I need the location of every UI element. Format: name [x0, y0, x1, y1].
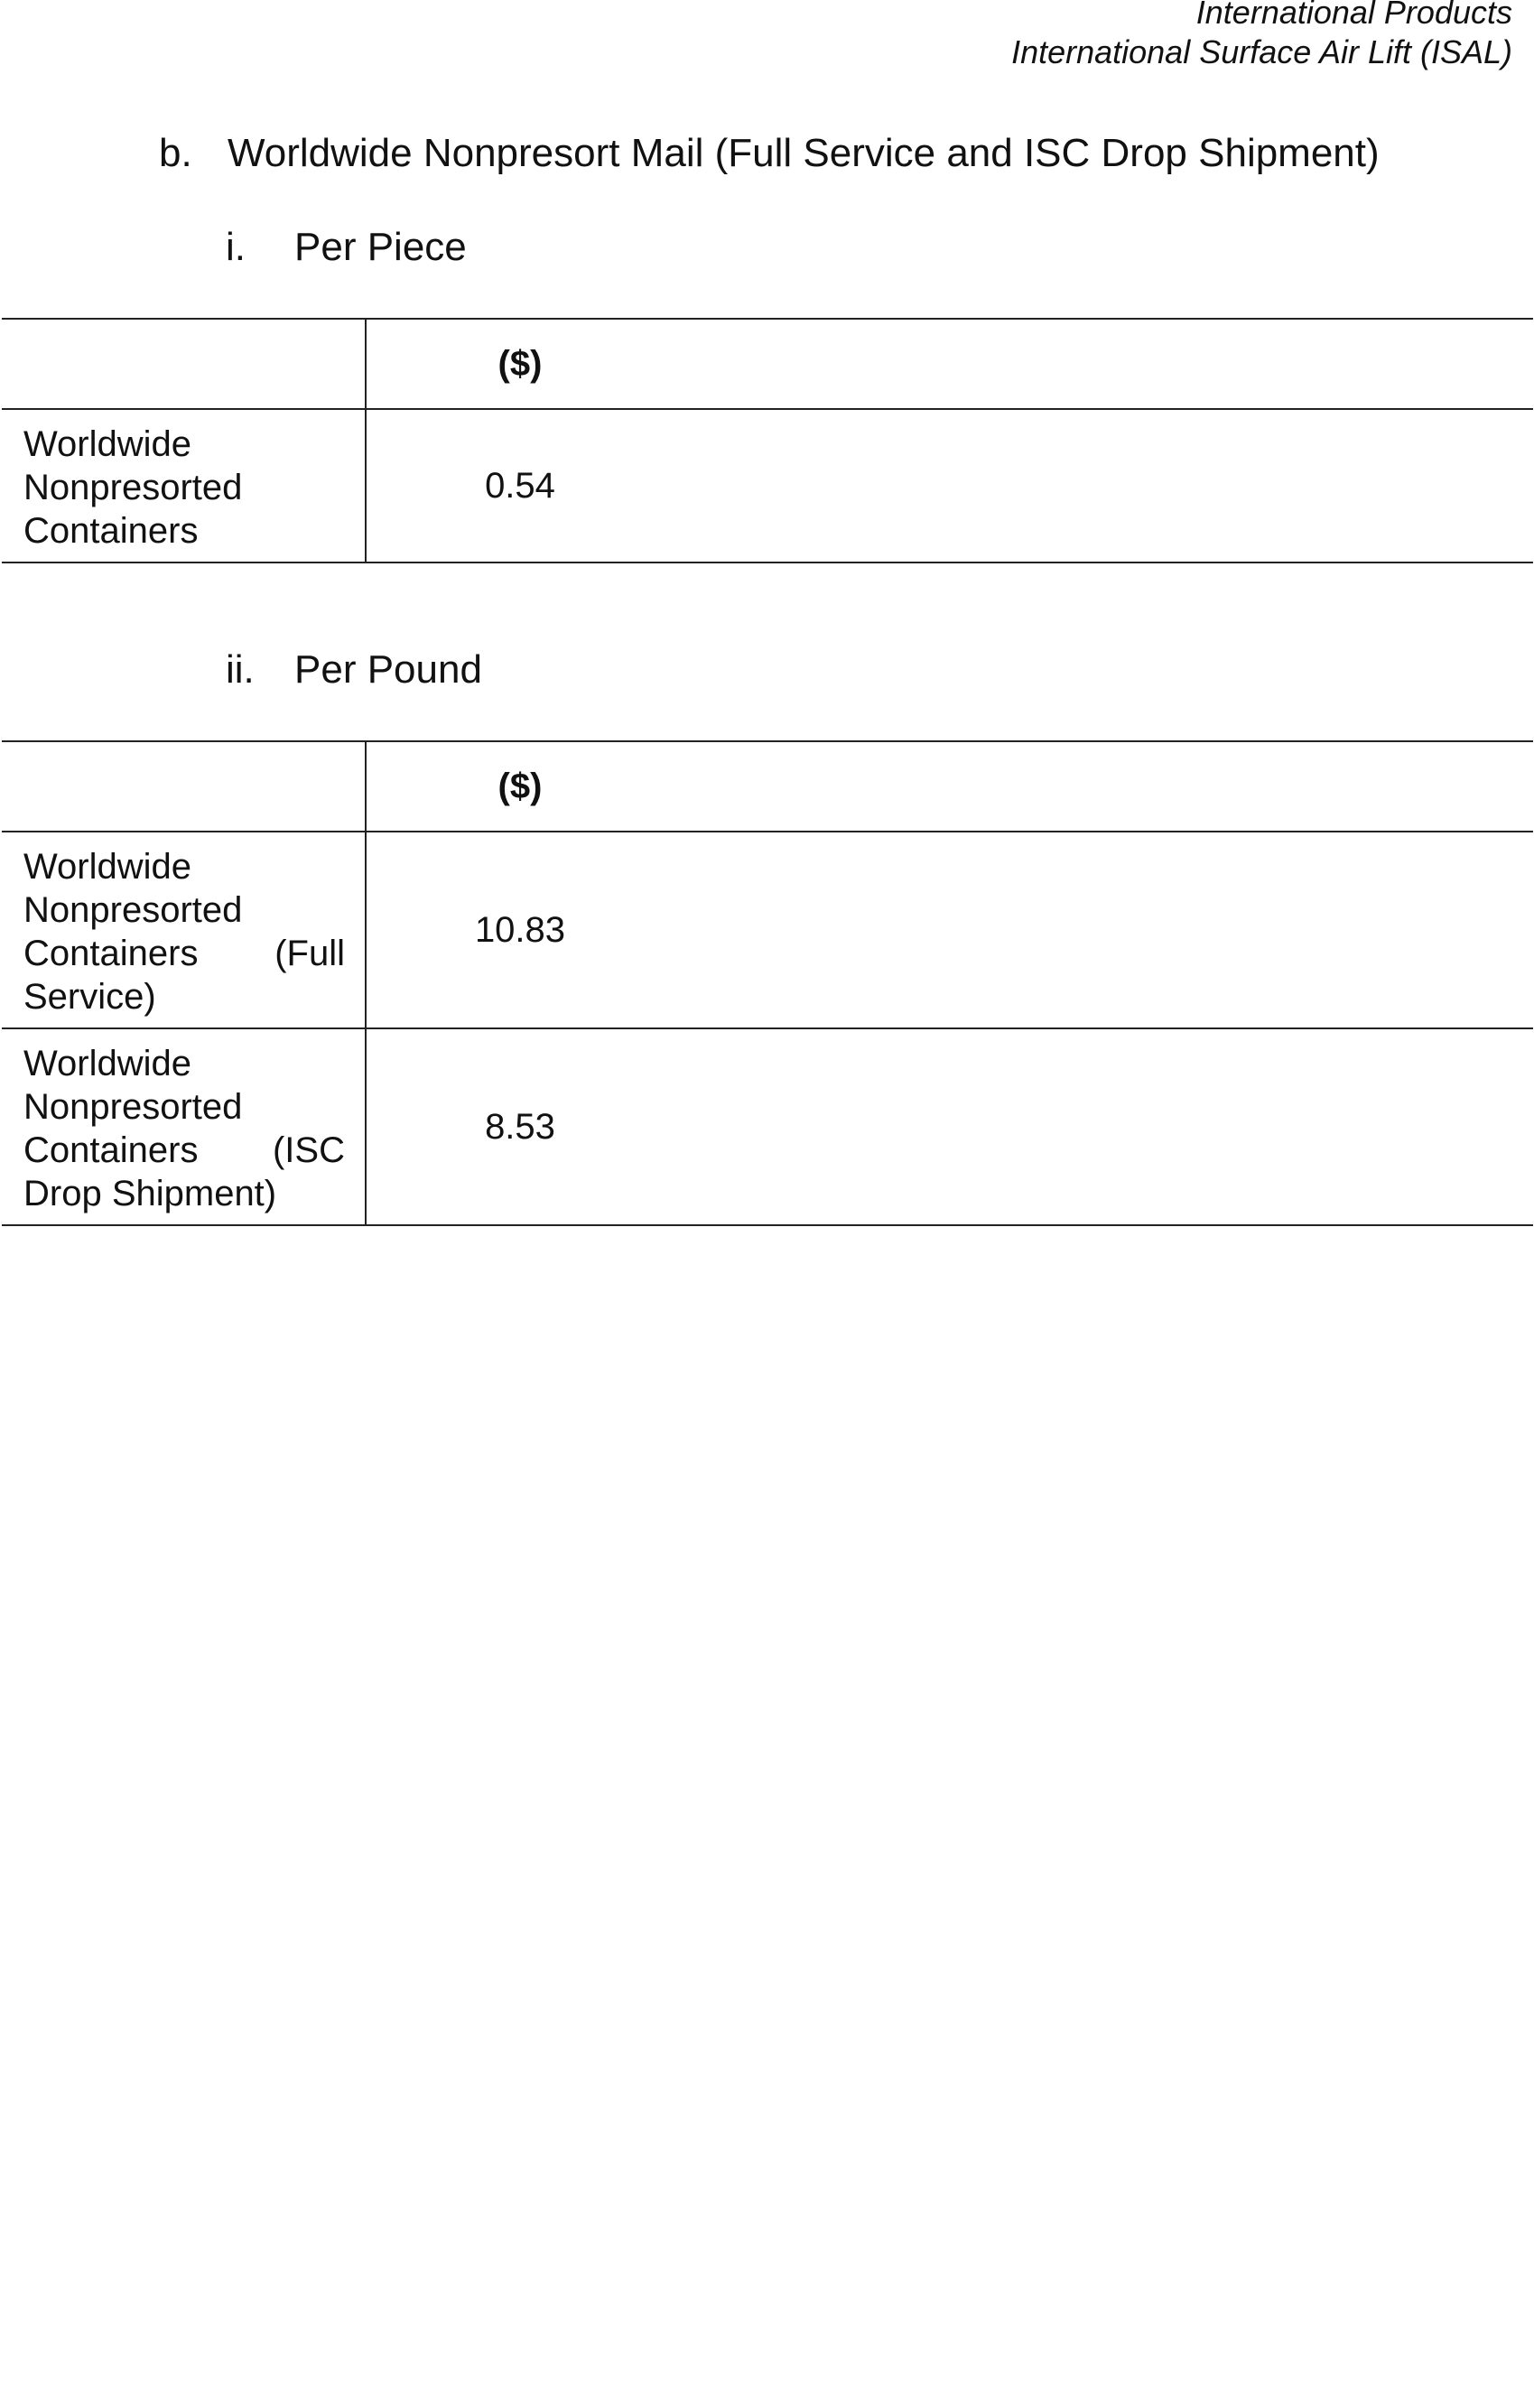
table-header-row	[2, 319, 1533, 409]
per-pound-heading	[226, 646, 482, 693]
per-piece-title: Per Piece	[294, 225, 467, 269]
running-header-product: International Products	[1195, 0, 1512, 31]
column-header-dollars: ($)	[366, 741, 674, 832]
running-header-subproduct: International Surface Air Lift (ISAL)	[1011, 33, 1512, 70]
section-heading	[159, 130, 1380, 177]
per-piece-table	[2, 318, 1533, 563]
table-row	[2, 1028, 1533, 1225]
row-label: Worldwide Nonpresorted Containers (ISC Drop Shipment)	[2, 1028, 366, 1225]
header-empty-cell	[2, 741, 366, 832]
section-title: Worldwide Nonpresort Mail (Full Service and ISC Drop Shipment)	[228, 131, 1380, 175]
row-value: 8.53	[366, 1028, 674, 1225]
section-marker: b.	[159, 131, 192, 175]
table-row	[2, 832, 1533, 1028]
row-spacer-cell	[674, 832, 1533, 1028]
row-label: Worldwide Nonpresorted Containers	[2, 409, 366, 562]
column-header-dollars: ($)	[366, 319, 674, 409]
row-label: Worldwide Nonpresorted Containers (Full Service)	[2, 832, 366, 1028]
running-header	[700, 0, 1512, 72]
row-spacer-cell	[674, 409, 1533, 562]
table-row	[2, 409, 1533, 562]
header-spacer-cell	[674, 319, 1533, 409]
row-value: 10.83	[366, 832, 674, 1028]
table-header-row	[2, 741, 1533, 832]
per-pound-table	[2, 740, 1533, 1226]
per-pound-marker: ii.	[226, 647, 255, 692]
per-piece-heading	[226, 224, 467, 271]
header-spacer-cell	[674, 741, 1533, 832]
row-spacer-cell	[674, 1028, 1533, 1225]
per-piece-marker: i.	[226, 225, 246, 269]
per-pound-title: Per Pound	[294, 647, 482, 692]
row-value: 0.54	[366, 409, 674, 562]
header-empty-cell	[2, 319, 366, 409]
